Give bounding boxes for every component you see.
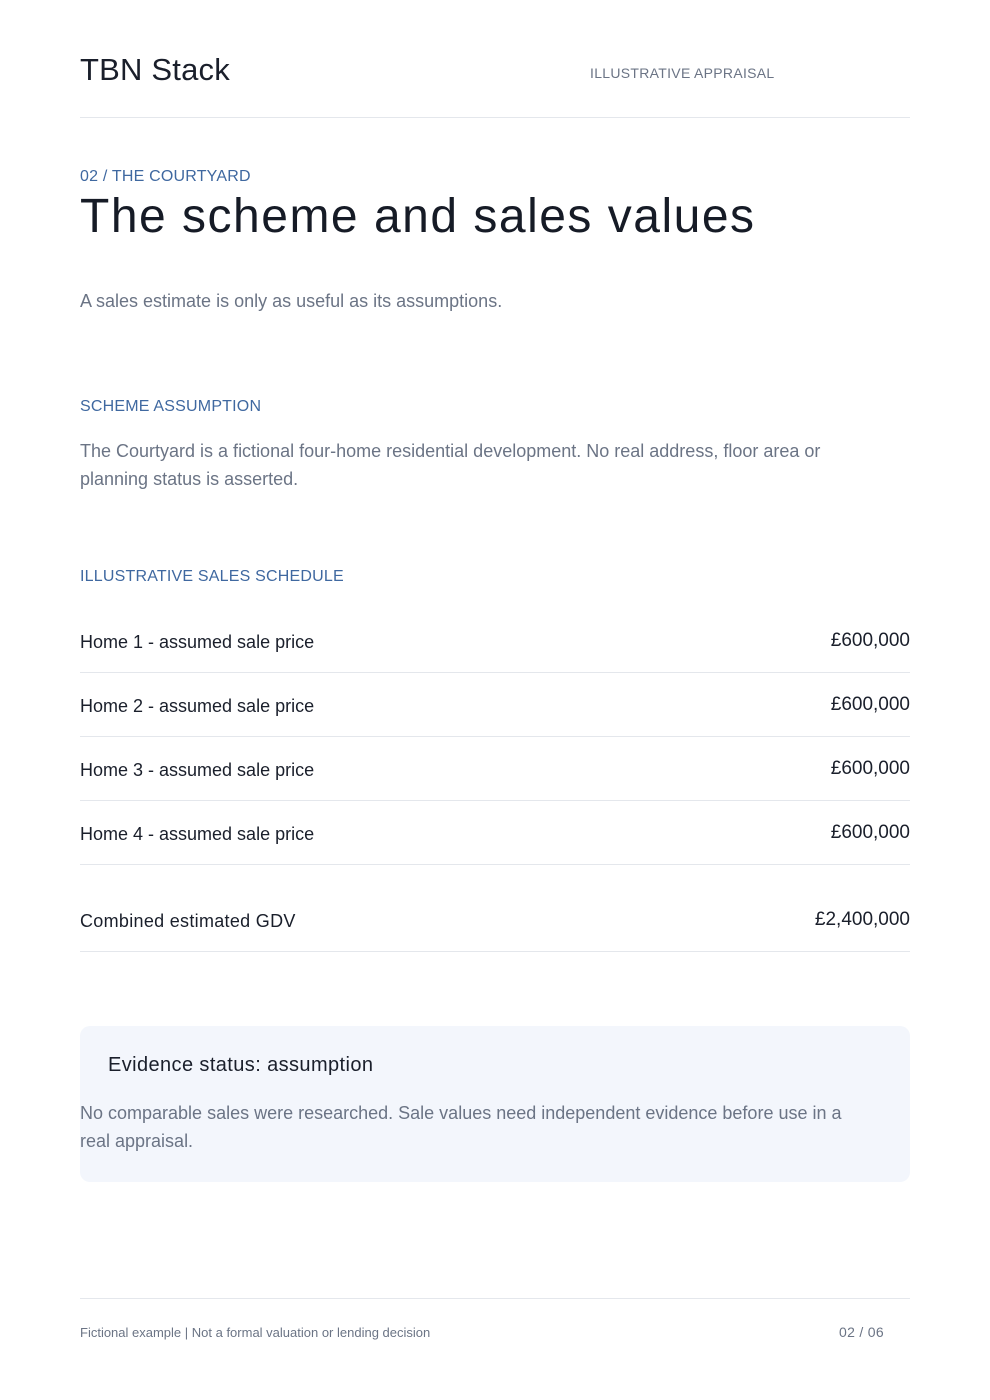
schedule-row [80, 737, 910, 801]
schedule-row-label: Home 1 - assumed sale price [80, 632, 315, 652]
schedule-row-value: £600,000 [830, 630, 910, 651]
footer-divider [80, 1298, 910, 1299]
page-title: The scheme and sales values [80, 190, 756, 243]
sales-schedule-heading: ILLUSTRATIVE SALES SCHEDULE [80, 568, 344, 585]
gdv-total-label: Combined estimated GDV [80, 911, 296, 931]
section-lede: A sales estimate is only as useful as its assumptions. [80, 291, 503, 311]
section-eyebrow: 02 / THE COURTYARD [80, 168, 251, 185]
gdv-total-value: £2,400,000 [814, 909, 910, 930]
schedule-row [80, 609, 910, 673]
footer-disclaimer: Fictional example | Not a formal valuation or lending decision [80, 1325, 431, 1340]
page-header [80, 0, 910, 118]
appraisal-page [80, 0, 910, 1400]
scheme-assumption-text: The Courtyard is a fictional four-home residential development. No real address, floor area or planning status is asserted. [80, 441, 821, 489]
schedule-row-value: £600,000 [830, 822, 910, 843]
evidence-status-text: No comparable sales were researched. Sale values need independent evidence before use in a real appraisal. [80, 1103, 842, 1151]
evidence-status-title: Evidence status: assumption [108, 1054, 374, 1076]
page-number: 02 / 06 [839, 1324, 884, 1340]
sales-schedule-table [80, 609, 910, 865]
brand-name: TBN Stack [80, 52, 230, 87]
schedule-row [80, 673, 910, 737]
schedule-row-label: Home 4 - assumed sale price [80, 824, 315, 844]
schedule-row [80, 801, 910, 865]
document-tag: ILLUSTRATIVE APPRAISAL [590, 65, 775, 81]
schedule-row-label: Home 2 - assumed sale price [80, 696, 315, 716]
gdv-total-row [80, 889, 910, 952]
schedule-row-value: £600,000 [830, 758, 910, 779]
scheme-assumption-heading: SCHEME ASSUMPTION [80, 398, 262, 415]
schedule-row-value: £600,000 [830, 694, 910, 715]
schedule-row-label: Home 3 - assumed sale price [80, 760, 315, 780]
